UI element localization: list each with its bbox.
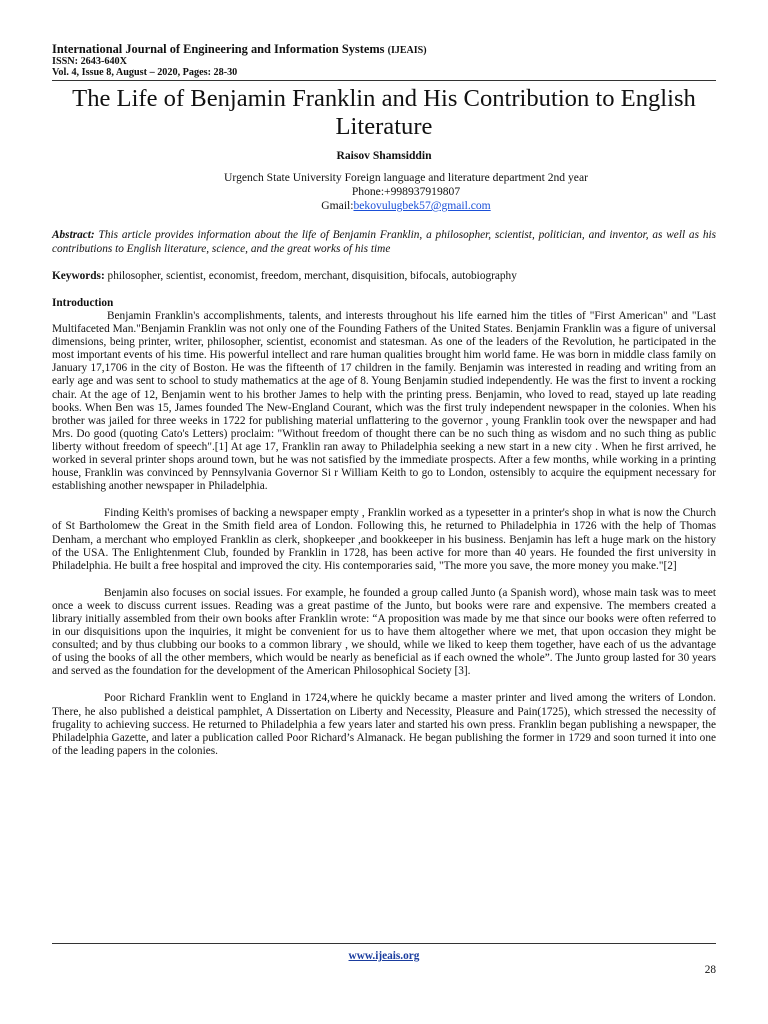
intro-paragraph: Poor Richard Franklin went to England in 1724,where he quickly became a master printer and lived among the writers of London. There, he also published a deistical pamphlet, A Dissertation on Liberty and Necessity, Pleasure and Pain(1725), which stressed the necessity of frugality to achieving success. He returned to Philadelphia a few years later and started his own press. Franklin began publishing a newspaper, the Philadelphia Gazette, and later a publication called Poor Richard’s Almanack. He began publishing the former in 1729 and soon turned it into one of the leading papers in the colonies. (52, 692, 716, 757)
email-link[interactable]: bekovulugbek57@gmail.com (353, 199, 491, 212)
intro-paragraph: Benjamin Franklin's accomplishments, talents, and interests throughout his life earned him the titles of "First American" and "Last Multifaceted Man."Benjamin Franklin was not only one of the Founding Fathers of the United States. Benjamin Franklin was a figure of universal dimensions, being printer, writer, philosopher, scientist, economist and statesman. As one of the leaders of the Revolution, he participated in the most important events of his time. His powerful intellect and rare human qualities brought him world fame. He was born in middle class family on January 17,1706 in the city of Boston. He was the fifteenth of 17 children in the family. Benjamin was interested in reading and writing from an early age and was sent to school to study mathematics at the age of 8. Young Benjamin studied independently. He was the first to invent a rocking chair. At the age of 12, Benjamin went to his brother James to help with the printing press. Benjamin, who loved to read, stayed up late reading books. When Ben was 15, James founded The New-England Courant, which was the first truly independent newspaper in the colonies. When his brother was jailed for three weeks in 1722 for publishing material unflattering to the governor , young Franklin took over the newspaper and had Mrs. Do good (quoting Cato's Letters) proclaim: "Without freedom of thought there can be no such thing as wisdom and no such thing as public liberty without freedom of speech".[1] At age 17, Franklin ran away to Philadelphia seeking a new start in a new city . When he first arrived, he worked in several printer shops around town, but he was not satisfied by the immediate prospects. After a few months, while working in a printing house, Franklin was convinced by Pennsylvania Governor Si r William Keith to go to London, ostensibly to acquire the equipment necessary for establishing another newspaper in Philadelphia. (52, 310, 716, 493)
keywords-label: Keywords: (52, 270, 105, 282)
intro-paragraph: Benjamin also focuses on social issues. For example, he founded a group called Junto (a Spanish word), whose main task was to meet once a week to discuss current issues. Reading was a great pastime of the Junto, but books were rare and expensive. The members created a library initially assembled from their own books after Franklin wrote: “A proposition was made by me that since our books were often referred to in our disquisitions upon the inquiries, it might be convenient for us to have them altogether where we met, that upon occasion they might be consulted; and by thus clubbing our books to a common library , we should, while we liked to keep them together, have each of us the advantage of using the books of all the other members, which would be nearly as beneficial as if each owned the whole”. The Junto group lasted for 30 years and served as the foundation for the development of the American Philosophical Society [3]. (52, 586, 716, 678)
abstract (52, 228, 716, 256)
intro-paragraph: Finding Keith's promises of backing a newspaper empty , Franklin worked as a typesetter in a printer's shop in what is now the Church of St Bartholomew the Great in the Smith field area of London. Following this, he returned to Philadelphia in 1726 with the help of Thomas Denham, a merchant who employed Franklin as clerk, shopkeeper ,and bookkeeper in his business. Benjamin has left a huge mark on the history of the USA. The Enlightenment Club, founded by Franklin in 1728, has been active for more than 40 years. He founded the first university in Philadelphia. He built a free hospital and improved the city. His contemporaries said, "The more you save, the more money you make."[2] (52, 507, 716, 572)
phone: Phone:+998937919807 (351, 185, 461, 198)
page-number: 28 (704, 964, 716, 976)
keywords (52, 269, 716, 283)
journal-name: International Journal of Engineering and Information Systems (52, 42, 385, 56)
affiliation: Urgench State University Foreign language and literature department 2nd year (224, 171, 588, 184)
gmail-label: Gmail: (321, 199, 354, 212)
abstract-text: This article provides information about the life of Benjamin Franklin, a philosopher, scientist, politician, and inventor, as well as his contributions to English literature, science, and the great works of his time (52, 229, 716, 255)
article-title: The Life of Benjamin Franklin and His Contribution to English Literature (72, 85, 696, 140)
abstract-label: Abstract: (52, 229, 95, 241)
paper-page (52, 44, 716, 758)
journal-volume: Vol. 4, Issue 8, August – 2020, Pages: 28-30 (52, 67, 238, 78)
header-divider (52, 80, 716, 81)
footer-website-link[interactable]: www.ijeais.org (348, 950, 420, 962)
introduction-heading: Introduction (52, 297, 114, 309)
journal-header (52, 44, 716, 78)
journal-issn: ISSN: 2643-640X (52, 56, 127, 67)
author-name: Raisov Shamsiddin (336, 149, 432, 162)
keywords-text: philosopher, scientist, economist, freedom, merchant, disquisition, bifocals, autobiography (107, 270, 517, 282)
journal-abbr: (IJEAIS) (387, 45, 427, 56)
author-affiliation-block (52, 171, 716, 213)
email-line (96, 199, 716, 213)
footer-divider (52, 943, 716, 944)
journal-name-line (52, 44, 716, 56)
